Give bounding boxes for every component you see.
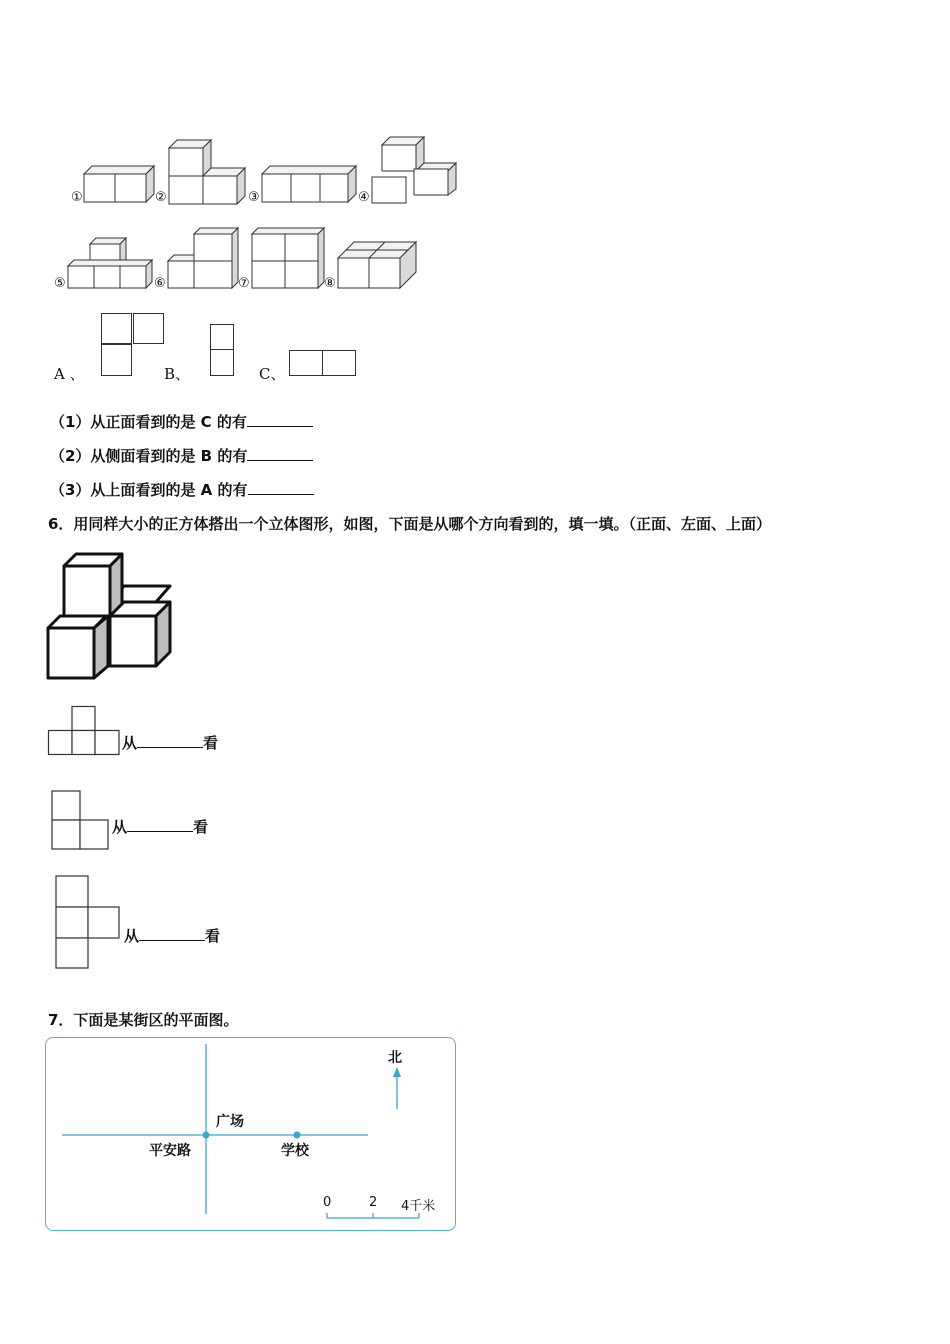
- q6-view-2: [51, 790, 111, 852]
- q5-item-1-text: （1）从正面看到的是 C 的有: [50, 413, 247, 431]
- option-c-label: C、: [259, 365, 286, 383]
- option-b-label: B、: [164, 365, 191, 383]
- figure-8-cubes: [338, 242, 420, 290]
- figure-label-8: ⑧: [324, 276, 336, 291]
- q5-item-1: [50, 411, 313, 432]
- q6-answer-row-1: [122, 732, 218, 753]
- scale-label-4km: 4千米: [401, 1199, 436, 1214]
- figure-6-cubes: [168, 226, 242, 290]
- look-label-2: 看: [193, 818, 209, 836]
- q5-item-2-text: （2）从侧面看到的是 B 的有: [50, 447, 248, 465]
- q5-answer-blank-1[interactable]: [247, 412, 313, 427]
- street-map: [45, 1037, 456, 1231]
- option-c-view: [289, 350, 359, 378]
- q5-item-3: [50, 479, 314, 500]
- figure-label-2: ②: [155, 190, 167, 205]
- figure-label-5: ⑤: [54, 276, 66, 291]
- q6-answer-blank-2[interactable]: [127, 817, 193, 832]
- q5-answer-blank-3[interactable]: [248, 480, 314, 495]
- q5-answer-blank-2[interactable]: [247, 446, 313, 461]
- figure-label-6: ⑥: [154, 276, 166, 291]
- q6-answer-row-3: [124, 925, 220, 946]
- figure-1-cubes: [84, 166, 156, 206]
- scale-label-2: 2: [369, 1195, 378, 1210]
- q5-item-3-text: （3）从上面看到的是 A 的有: [50, 481, 248, 499]
- square-label: 广场: [216, 1114, 244, 1130]
- q6-view-3: [54, 874, 122, 970]
- figure-7-cubes: [252, 226, 328, 290]
- figure-label-3: ③: [248, 190, 260, 205]
- scale-label-0: 0: [323, 1195, 332, 1210]
- q6-view-1: [48, 706, 122, 756]
- from-label-2: 从: [112, 818, 128, 836]
- look-label-3: 看: [205, 927, 221, 945]
- figure-label-1: ①: [71, 190, 83, 205]
- q6-title: 6．用同样大小的正方体搭出一个立体图形，如图，下面是从哪个方向看到的，填一填。（正面、左面、上面）: [48, 515, 771, 533]
- from-label-3: 从: [124, 927, 140, 945]
- figure-3-cubes: [262, 166, 358, 206]
- option-a-view: [101, 313, 165, 377]
- look-label-1: 看: [203, 734, 219, 752]
- road-label: 平安路: [149, 1143, 191, 1159]
- figure-5-cubes: [68, 236, 154, 290]
- q6-solid-figure: [46, 552, 178, 680]
- figure-label-4: ④: [358, 190, 370, 205]
- q6-answer-row-2: [112, 816, 208, 837]
- option-b-view: [210, 324, 236, 378]
- school-label: 学校: [281, 1143, 309, 1159]
- q6-answer-blank-3[interactable]: [139, 926, 205, 941]
- figure-2-cubes: [169, 140, 249, 206]
- q7-title: 7．下面是某街区的平面图。: [48, 1011, 239, 1029]
- q6-answer-blank-1[interactable]: [137, 733, 203, 748]
- figure-4-cubes: [372, 135, 458, 205]
- option-a-label: A 、: [54, 365, 85, 383]
- north-label: 北: [388, 1050, 402, 1066]
- from-label-1: 从: [122, 734, 138, 752]
- q5-item-2: [50, 445, 313, 466]
- figure-label-7: ⑦: [238, 276, 250, 291]
